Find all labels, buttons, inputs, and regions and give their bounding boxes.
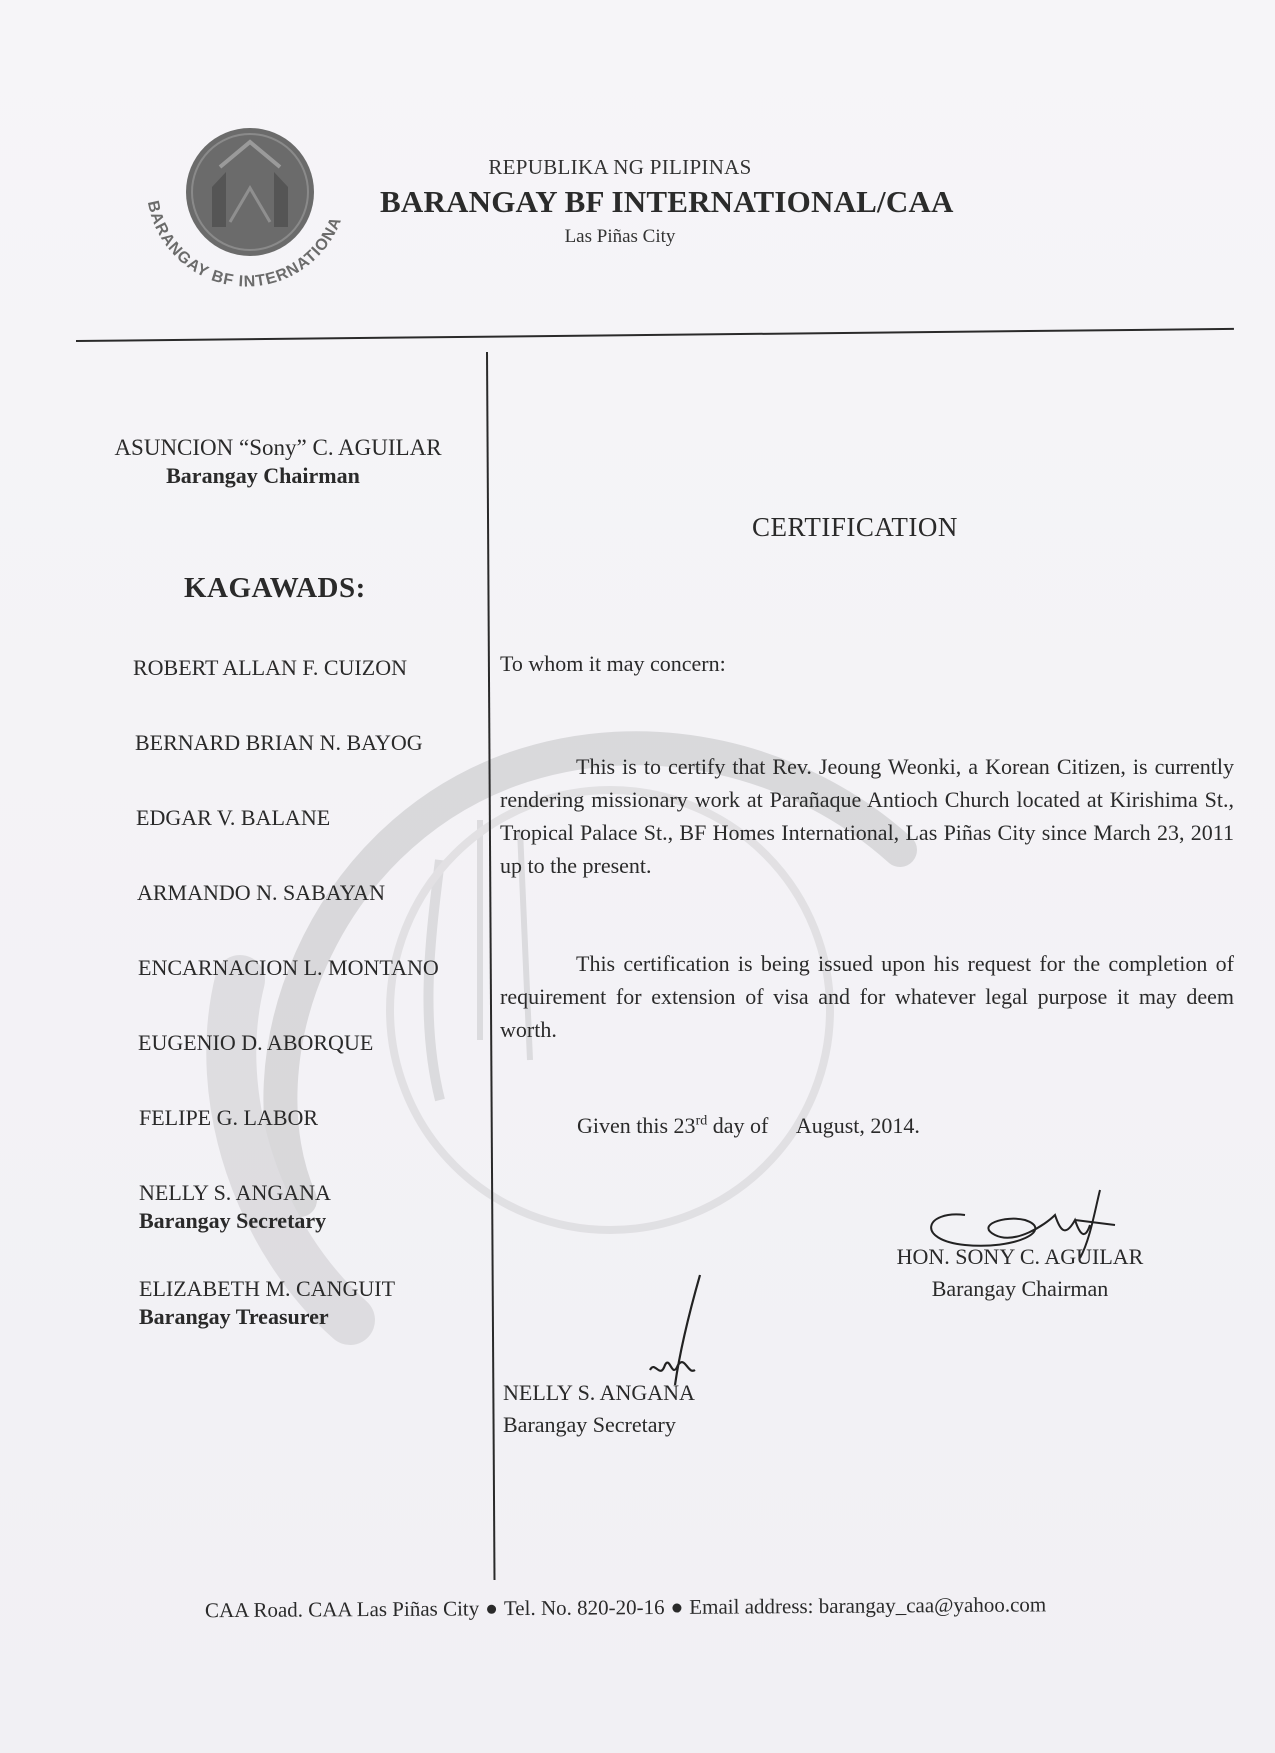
footer-address: CAA Road. CAA Las Piñas City xyxy=(204,1596,480,1623)
treasurer-name: ELIZABETH M. CANGUIT xyxy=(139,1276,396,1301)
secretary-title: Barangay Secretary xyxy=(139,1208,327,1233)
kagawad-item: ARMANDO N. SABAYAN xyxy=(137,880,385,905)
given-day-of: day of xyxy=(712,1113,769,1138)
letterhead xyxy=(380,155,954,248)
secretary-signatory xyxy=(503,1380,695,1438)
secretary-block xyxy=(139,1180,331,1234)
given-date: August, 2014. xyxy=(795,1113,920,1138)
certification-paragraph-2: This certification is being issued upon his request for the completion of requirement for extension of visa and for whatever legal purpose it may deem worth. xyxy=(500,951,1234,1042)
bullet-icon: ● xyxy=(670,1594,684,1619)
kagawad-item: ENCARNACION L. MONTANO xyxy=(138,955,439,980)
secretary-signatory-name: NELLY S. ANGANA xyxy=(503,1380,695,1405)
footer-email: Email address: barangay_caa@yahoo.com xyxy=(689,1592,1047,1619)
chairman-signatory xyxy=(860,1244,1180,1302)
chairman-signatory-title: Barangay Chairman xyxy=(931,1276,1109,1301)
kagawad-item: EDGAR V. BALANE xyxy=(136,805,331,830)
bullet-icon: ● xyxy=(485,1596,498,1621)
chairman-title: Barangay Chairman xyxy=(166,463,360,488)
ordinal-suffix: rd xyxy=(695,1113,708,1129)
secretary-name: NELLY S. ANGANA xyxy=(139,1180,331,1205)
chairman-signatory-name: HON. SONY C. AGUILAR xyxy=(896,1244,1144,1269)
kagawad-item: FELIPE G. LABOR xyxy=(139,1105,319,1130)
certification-paragraph-1: This is to certify that Rev. Jeoung Weonki, a Korean Citizen, is currently rendering missionary work at Parañaque Antioch Church located at Kirishima St., Tropical Palace St., BF Homes International, Las Piñas City since March 23, 2011 up to the present. xyxy=(500,754,1234,878)
treasurer-block xyxy=(139,1276,395,1330)
kagawad-item: EUGENIO D. ABORQUE xyxy=(138,1030,374,1055)
salutation: To whom it may concern: xyxy=(500,651,726,676)
footer-tel: Tel. No. 820-20-16 xyxy=(503,1595,665,1621)
barangay-name: BARANGAY BF INTERNATIONAL/CAA xyxy=(380,184,954,219)
given-date-line xyxy=(577,1113,920,1139)
kagawads-heading: KAGAWADS: xyxy=(184,572,366,604)
secretary-signatory-title: Barangay Secretary xyxy=(503,1412,676,1437)
barangay-seal-icon xyxy=(120,92,370,322)
kagawad-item: BERNARD BRIAN N. BAYOG xyxy=(135,730,423,755)
seal-text: BARANGAY BF INTERNATIONA xyxy=(143,199,346,291)
given-prefix: Given this 23 xyxy=(577,1113,696,1138)
treasurer-title: Barangay Treasurer xyxy=(139,1304,329,1329)
chairman-name: ASUNCION “Sony” C. AGUILAR xyxy=(114,435,442,460)
certification-title: CERTIFICATION xyxy=(752,512,958,542)
barangay-seal xyxy=(120,92,370,322)
city-name: Las Piñas City xyxy=(564,226,676,247)
officials-column xyxy=(88,435,488,489)
kagawad-item: ROBERT ALLAN F. CUIZON xyxy=(133,655,407,680)
republic-heading: REPUBLIKA NG PILIPINAS xyxy=(488,155,752,179)
